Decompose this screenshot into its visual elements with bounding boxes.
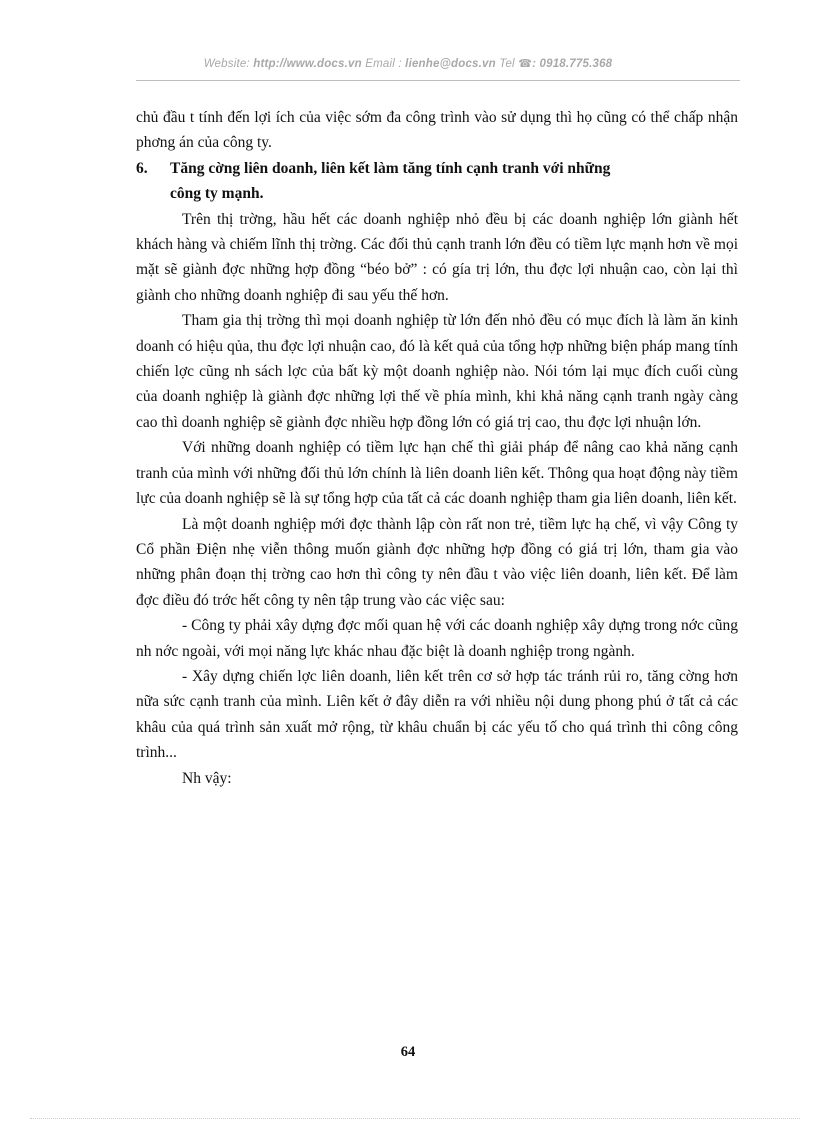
footer-divider bbox=[30, 1118, 800, 1119]
paragraph-1: chủ đầu t tính đến lợi ích của việc sớm đa công trình vào sử dụng thì họ cũng có thể chấp nhận phơng án của công ty. bbox=[136, 109, 738, 152]
header-divider bbox=[136, 80, 740, 81]
email-label: Email : bbox=[361, 58, 406, 70]
phone-icon: ☎ bbox=[518, 58, 533, 70]
tel-label: Tel bbox=[495, 58, 519, 70]
email-address[interactable]: lienhe@docs.vn bbox=[405, 58, 496, 70]
page-header bbox=[0, 57, 816, 70]
website-url[interactable]: http://www.docs.vn bbox=[253, 58, 362, 70]
phone-number: : 0918.775.368 bbox=[532, 58, 613, 70]
section-number: 6. bbox=[136, 159, 148, 177]
page-number: 64 bbox=[400, 1044, 416, 1060]
paragraph-conclusion: Nh vậy: bbox=[182, 769, 232, 787]
section-heading bbox=[136, 156, 738, 207]
section-heading-line2: công ty mạnh. bbox=[170, 185, 264, 203]
document-body bbox=[136, 105, 738, 791]
paragraph-2: Trên thị trờng, hầu hết các doanh nghiệp nhỏ đều bị các doanh nghiệp lớn giành hết khách hàng và chiếm lĩnh thị trờng. Các đối thủ cạnh tranh lớn đều có tiềm lực mạnh hơn về mọi mặt sẽ giành đợc những hợp đồng “béo bở” : có gía trị lớn, thu đợc lợi nhuận cao, còn lại thì giành cho những doanh nghiệp đi sau yếu thế hơn. bbox=[136, 210, 738, 304]
list-item-2: - Xây dựng chiến lợc liên doanh, liên kết trên cơ sở hợp tác tránh rủi ro, tăng cờng hơn nữa sức cạnh tranh của mình. Liên kết ở đây diễn ra với nhiều nội dung phong phú ở tất cả các khâu của quá trình sản xuất mở rộng, từ khâu chuẩn bị các yếu tố cho quá trình thi công công trình... bbox=[136, 667, 738, 762]
website-label: Website: bbox=[203, 58, 254, 70]
paragraph-3: Tham gia thị trờng thì mọi doanh nghiệp từ lớn đến nhỏ đều có mục đích là làm ăn kinh doanh có hiệu qủa, thu đợc lợi nhuận cao, đó là kết quả của tổng hợp những biện pháp mang tính chiến lợc cũng nh sách lợc của bất kỳ một doanh nghiệp nào. Nói tóm lại mục đích cuối cùng của doanh nghiệp là giành đợc những lợi thế về phía mình, khi khả năng cạnh tranh ngày càng cao thì doanh nghiệp sẽ giành đợc nhiều hợp đồng lớn có giá trị cao, thu đợc lợi nhuận lớn. bbox=[136, 312, 738, 431]
paragraph-4: Với những doanh nghiệp có tiềm lực hạn chế thì giải pháp để nâng cao khả năng cạnh tranh của mình với những đối thủ lớn chính là liên doanh liên kết. Thông qua hoạt động này tiềm lực của doanh nghiệp sẽ là sự tổng hợp của tất cả các doanh nghiệp tham gia liên doanh, liên kết. bbox=[136, 439, 738, 508]
section-heading-line1: Tăng cờng liên doanh, liên kết làm tăng tính cạnh tranh với những bbox=[170, 159, 611, 177]
list-item-1: - Công ty phải xây dựng đợc mối quan hệ với các doanh nghiệp xây dựng trong nớc cũng nh nớc ngoài, với mọi năng lực khác nhau đặc biệt là doanh nghiệp trong ngành. bbox=[136, 617, 738, 660]
paragraph-5: Là một doanh nghiệp mới đợc thành lập còn rất non trẻ, tiềm lực hạ chế, vì vậy Công ty Cổ phần Điện nhẹ viễn thông muốn giành đợc những hợp đồng có giá trị lớn, tham gia vào những phân đoạn thị trờng cao hơn thì công ty nên đầu t vào việc liên doanh, liên kết. Để làm đợc điều đó trớc hết công ty nên tập trung vào các việc sau: bbox=[136, 515, 738, 609]
